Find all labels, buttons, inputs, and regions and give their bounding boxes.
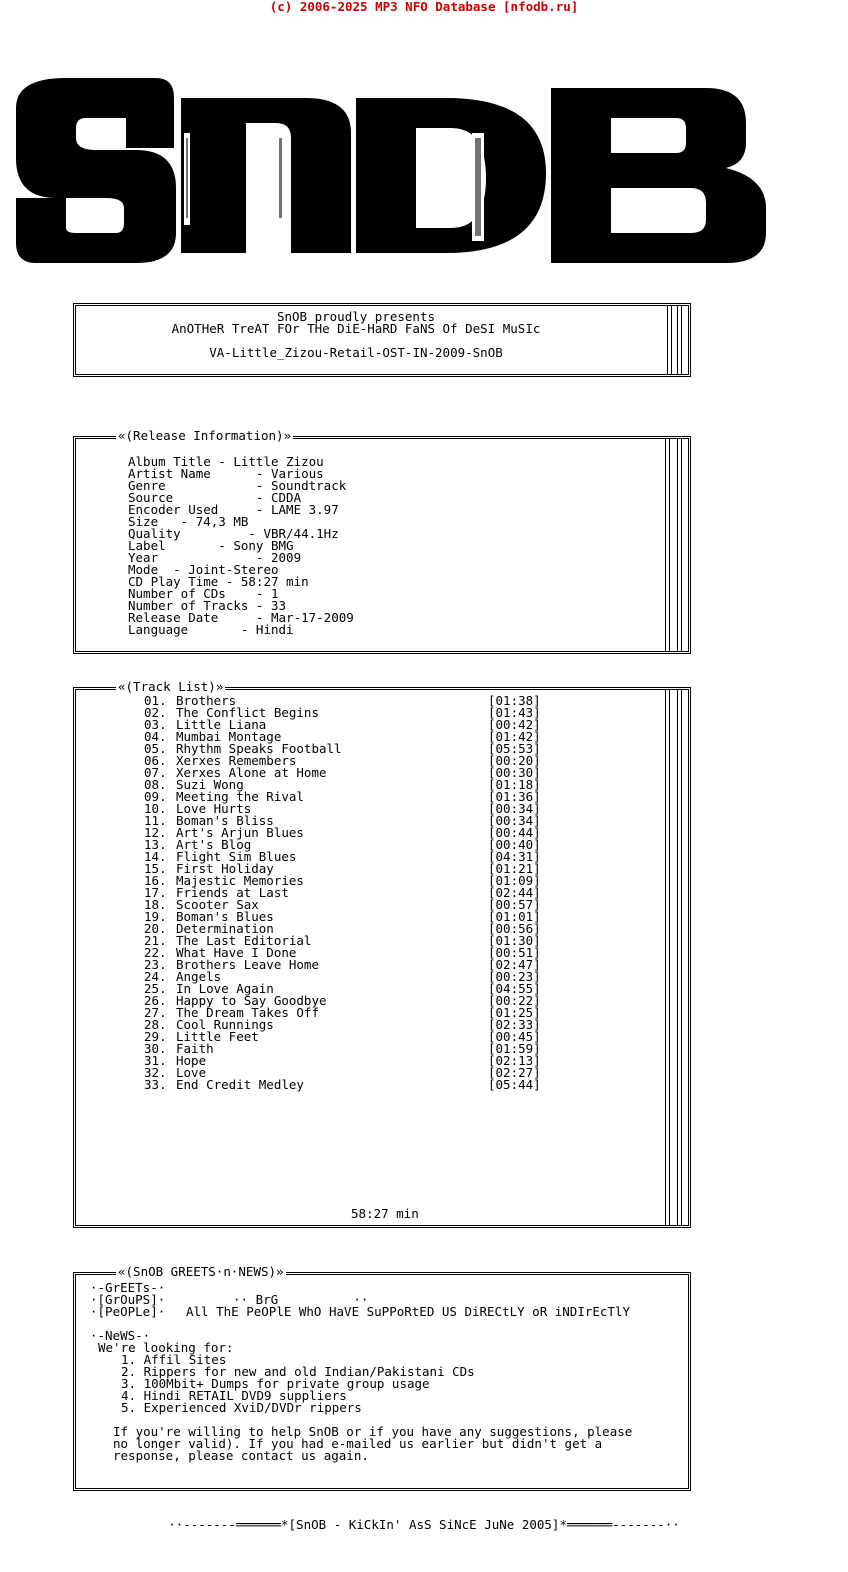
- track-duration: [02:27]: [488, 1065, 541, 1080]
- info-row-playtime: CD Play Time - 58:27 min: [128, 574, 309, 589]
- track-number: 06.: [144, 753, 167, 768]
- track-title: Determination: [176, 921, 274, 936]
- track-duration: [02:44]: [488, 885, 541, 900]
- news-item: 4. Hindi RETAIL DVD9 suppliers: [121, 1388, 347, 1403]
- news-label: ·-NeWS-·: [90, 1328, 151, 1343]
- track-title: Cool Runnings: [176, 1017, 274, 1032]
- track-number: 01.: [144, 693, 167, 708]
- track-title: Love Hurts: [176, 801, 252, 816]
- info-row-album: Album Title - Little Zizou: [128, 454, 324, 469]
- track-title: Hope: [176, 1053, 207, 1068]
- track-number: 21.: [144, 933, 167, 948]
- track-title: Art's Blog: [176, 837, 252, 852]
- track-number: 28.: [144, 1017, 167, 1032]
- track-number: 15.: [144, 861, 167, 876]
- track-list: [144, 693, 541, 1092]
- track-title: Meeting the Rival: [176, 789, 304, 804]
- track-duration: [00:20]: [488, 753, 541, 768]
- track-title: Mumbai Montage: [176, 729, 282, 744]
- track-title: Boman's Bliss: [176, 813, 274, 828]
- track-number: 13.: [144, 837, 167, 852]
- info-row-artist: Artist Name - Various: [128, 466, 324, 481]
- track-duration: [00:34]: [488, 813, 541, 828]
- track-number: 29.: [144, 1029, 167, 1044]
- track-title: Angels: [176, 969, 222, 984]
- track-number: 08.: [144, 777, 167, 792]
- greets-title: «(SnOB GREETS·n·NEWS)»: [118, 1264, 284, 1279]
- track-number: 24.: [144, 969, 167, 984]
- track-duration: [00:44]: [488, 825, 541, 840]
- closing-line: response, please contact us again.: [113, 1448, 369, 1463]
- track-number: 14.: [144, 849, 167, 864]
- track-title: Xerxes Alone at Home: [176, 765, 327, 780]
- release-info-box: [73, 428, 691, 654]
- info-row-size: Size - 74,3 MB: [128, 514, 249, 529]
- track-title: Boman's Blues: [176, 909, 274, 924]
- track-title: Friends at Last: [176, 885, 289, 900]
- track-duration: [05:44]: [488, 1077, 541, 1092]
- track-title: The Dream Takes Off: [176, 1005, 319, 1020]
- track-duration: [04:55]: [488, 981, 541, 996]
- track-title: First Holiday: [176, 861, 274, 876]
- groups-label: ·[GrOuPS]·: [90, 1292, 166, 1307]
- closing-line: If you're willing to help SnOB or if you have any suggestions, please: [113, 1424, 633, 1439]
- track-duration: [02:47]: [488, 957, 541, 972]
- greets-news-box: [73, 1264, 691, 1491]
- release-name: VA-Little_Zizou-Retail-OST-IN-2009-SnOB: [209, 345, 503, 360]
- news-item: 2. Rippers for new and old Indian/Pakistani CDs: [121, 1364, 475, 1379]
- info-row-tracks: Number of Tracks - 33: [128, 598, 287, 613]
- track-duration: [01:01]: [488, 909, 541, 924]
- track-number: 23.: [144, 957, 167, 972]
- track-number: 26.: [144, 993, 167, 1008]
- presents-line: SnOB proudly presents: [276, 309, 436, 324]
- track-duration: [00:51]: [488, 945, 541, 960]
- track-number: 03.: [144, 717, 167, 732]
- track-title: Faith: [176, 1041, 214, 1056]
- track-duration: [01:43]: [488, 705, 541, 720]
- track-duration: [01:18]: [488, 777, 541, 792]
- info-row-encoder: Encoder Used - LAME 3.97: [128, 502, 339, 517]
- news-intro: We're looking for:: [98, 1340, 234, 1355]
- track-title: Scooter Sax: [176, 897, 259, 912]
- track-duration: [05:53]: [488, 741, 541, 756]
- info-row-source: Source - CDDA: [128, 490, 302, 505]
- track-row: [144, 1077, 541, 1092]
- info-row-quality: Quality - VBR/44.1Hz: [128, 526, 339, 541]
- track-number: 30.: [144, 1041, 167, 1056]
- track-number: 18.: [144, 897, 167, 912]
- greets-label: ·-GrEETs-·: [90, 1280, 166, 1295]
- release-info-list: [128, 456, 354, 636]
- track-title: Rhythm Speaks Football: [176, 741, 342, 756]
- info-row-date: Release Date - Mar-17-2009: [128, 610, 354, 625]
- track-duration: [00:22]: [488, 993, 541, 1008]
- track-number: 17.: [144, 885, 167, 900]
- news-item: 5. Experienced XviD/DVDr rippers: [121, 1400, 362, 1415]
- intro-box: [73, 303, 691, 377]
- track-duration: [00:23]: [488, 969, 541, 984]
- track-duration: [01:30]: [488, 933, 541, 948]
- track-title: Little Liana: [176, 717, 267, 732]
- track-number: 32.: [144, 1065, 167, 1080]
- track-title: Art's Arjun Blues: [176, 825, 304, 840]
- track-number: 20.: [144, 921, 167, 936]
- snob-ascii-logo: [6, 38, 768, 270]
- track-duration: [00:40]: [488, 837, 541, 852]
- news-list: [121, 1354, 475, 1414]
- track-title: Little Feet: [176, 1029, 259, 1044]
- track-title: Suzi Wong: [176, 777, 244, 792]
- track-duration: [00:30]: [488, 765, 541, 780]
- track-title: In Love Again: [176, 981, 274, 996]
- track-duration: [01:36]: [488, 789, 541, 804]
- info-row-language: Language - Hindi: [128, 622, 294, 637]
- track-duration: [01:21]: [488, 861, 541, 876]
- tracklist-title: «(Track List)»: [118, 679, 224, 694]
- track-title: Love: [176, 1065, 207, 1080]
- track-duration: [00:57]: [488, 897, 541, 912]
- credit-header: (c) 2006-2025 MP3 NFO Database [nfodb.ru]: [269, 0, 579, 14]
- tagline: AnOTHeR TreAT FOr THe DiE-HaRD FaNS Of DeSI MuSIc: [171, 321, 541, 336]
- track-title: End Credit Medley: [176, 1077, 304, 1092]
- track-number: 04.: [144, 729, 167, 744]
- track-number: 22.: [144, 945, 167, 960]
- track-title: The Last Editorial: [176, 933, 312, 948]
- track-number: 33.: [144, 1077, 167, 1092]
- tracklist-box: [73, 679, 691, 1228]
- track-title: Majestic Memories: [176, 873, 304, 888]
- track-duration: [00:42]: [488, 717, 541, 732]
- track-title: The Conflict Begins: [176, 705, 319, 720]
- closing-line: no longer valid). If you had e-mailed us earlier but didn't get a: [113, 1436, 603, 1451]
- footer-tagline: ··-------══════*[SnOB - KiCkIn' AsS SiNcE JuNe 2005]*══════-------··: [168, 1517, 680, 1532]
- track-duration: [00:34]: [488, 801, 541, 816]
- people-value: All ThE PeOPlE WhO HaVE SuPPoRtED US DiRECtLY oR iNDIrEcTlY: [186, 1304, 631, 1319]
- info-row-label: Label - Sony BMG: [128, 538, 294, 553]
- track-duration: [01:09]: [488, 873, 541, 888]
- news-item: 3. 100Mbit+ Dumps for private group usage: [121, 1376, 430, 1391]
- track-title: Brothers: [176, 693, 237, 708]
- track-number: 07.: [144, 765, 167, 780]
- track-number: 27.: [144, 1005, 167, 1020]
- track-title: Xerxes Remembers: [176, 753, 297, 768]
- total-time: 58:27 min: [351, 1206, 419, 1221]
- info-row-mode: Mode - Joint-Stereo: [128, 562, 279, 577]
- track-duration: [04:31]: [488, 849, 541, 864]
- track-number: 16.: [144, 873, 167, 888]
- track-number: 09.: [144, 789, 167, 804]
- info-row-genre: Genre - Soundtrack: [128, 478, 347, 493]
- track-number: 12.: [144, 825, 167, 840]
- track-duration: [00:45]: [488, 1029, 541, 1044]
- track-number: 10.: [144, 801, 167, 816]
- track-duration: [01:59]: [488, 1041, 541, 1056]
- track-number: 05.: [144, 741, 167, 756]
- groups-value: ·· BrG ··: [233, 1292, 369, 1307]
- track-title: What Have I Done: [176, 945, 297, 960]
- release-info-title: «(Release Information)»: [118, 428, 292, 443]
- track-title: Happy to Say Goodbye: [176, 993, 327, 1008]
- track-number: 31.: [144, 1053, 167, 1068]
- track-number: 11.: [144, 813, 167, 828]
- info-row-cds: Number of CDs - 1: [128, 586, 279, 601]
- track-title: Flight Sim Blues: [176, 849, 297, 864]
- track-duration: [00:56]: [488, 921, 541, 936]
- track-duration: [01:42]: [488, 729, 541, 744]
- track-duration: [01:38]: [488, 693, 541, 708]
- people-label: ·[PeOPLe]·: [90, 1304, 166, 1319]
- track-duration: [02:33]: [488, 1017, 541, 1032]
- track-duration: [02:13]: [488, 1053, 541, 1068]
- info-row-year: Year - 2009: [128, 550, 302, 565]
- track-title: Brothers Leave Home: [176, 957, 319, 972]
- track-duration: [01:25]: [488, 1005, 541, 1020]
- closing-text: [113, 1426, 632, 1462]
- track-number: 02.: [144, 705, 167, 720]
- track-number: 19.: [144, 909, 167, 924]
- track-number: 25.: [144, 981, 167, 996]
- news-item: 1. Affil Sites: [121, 1352, 227, 1367]
